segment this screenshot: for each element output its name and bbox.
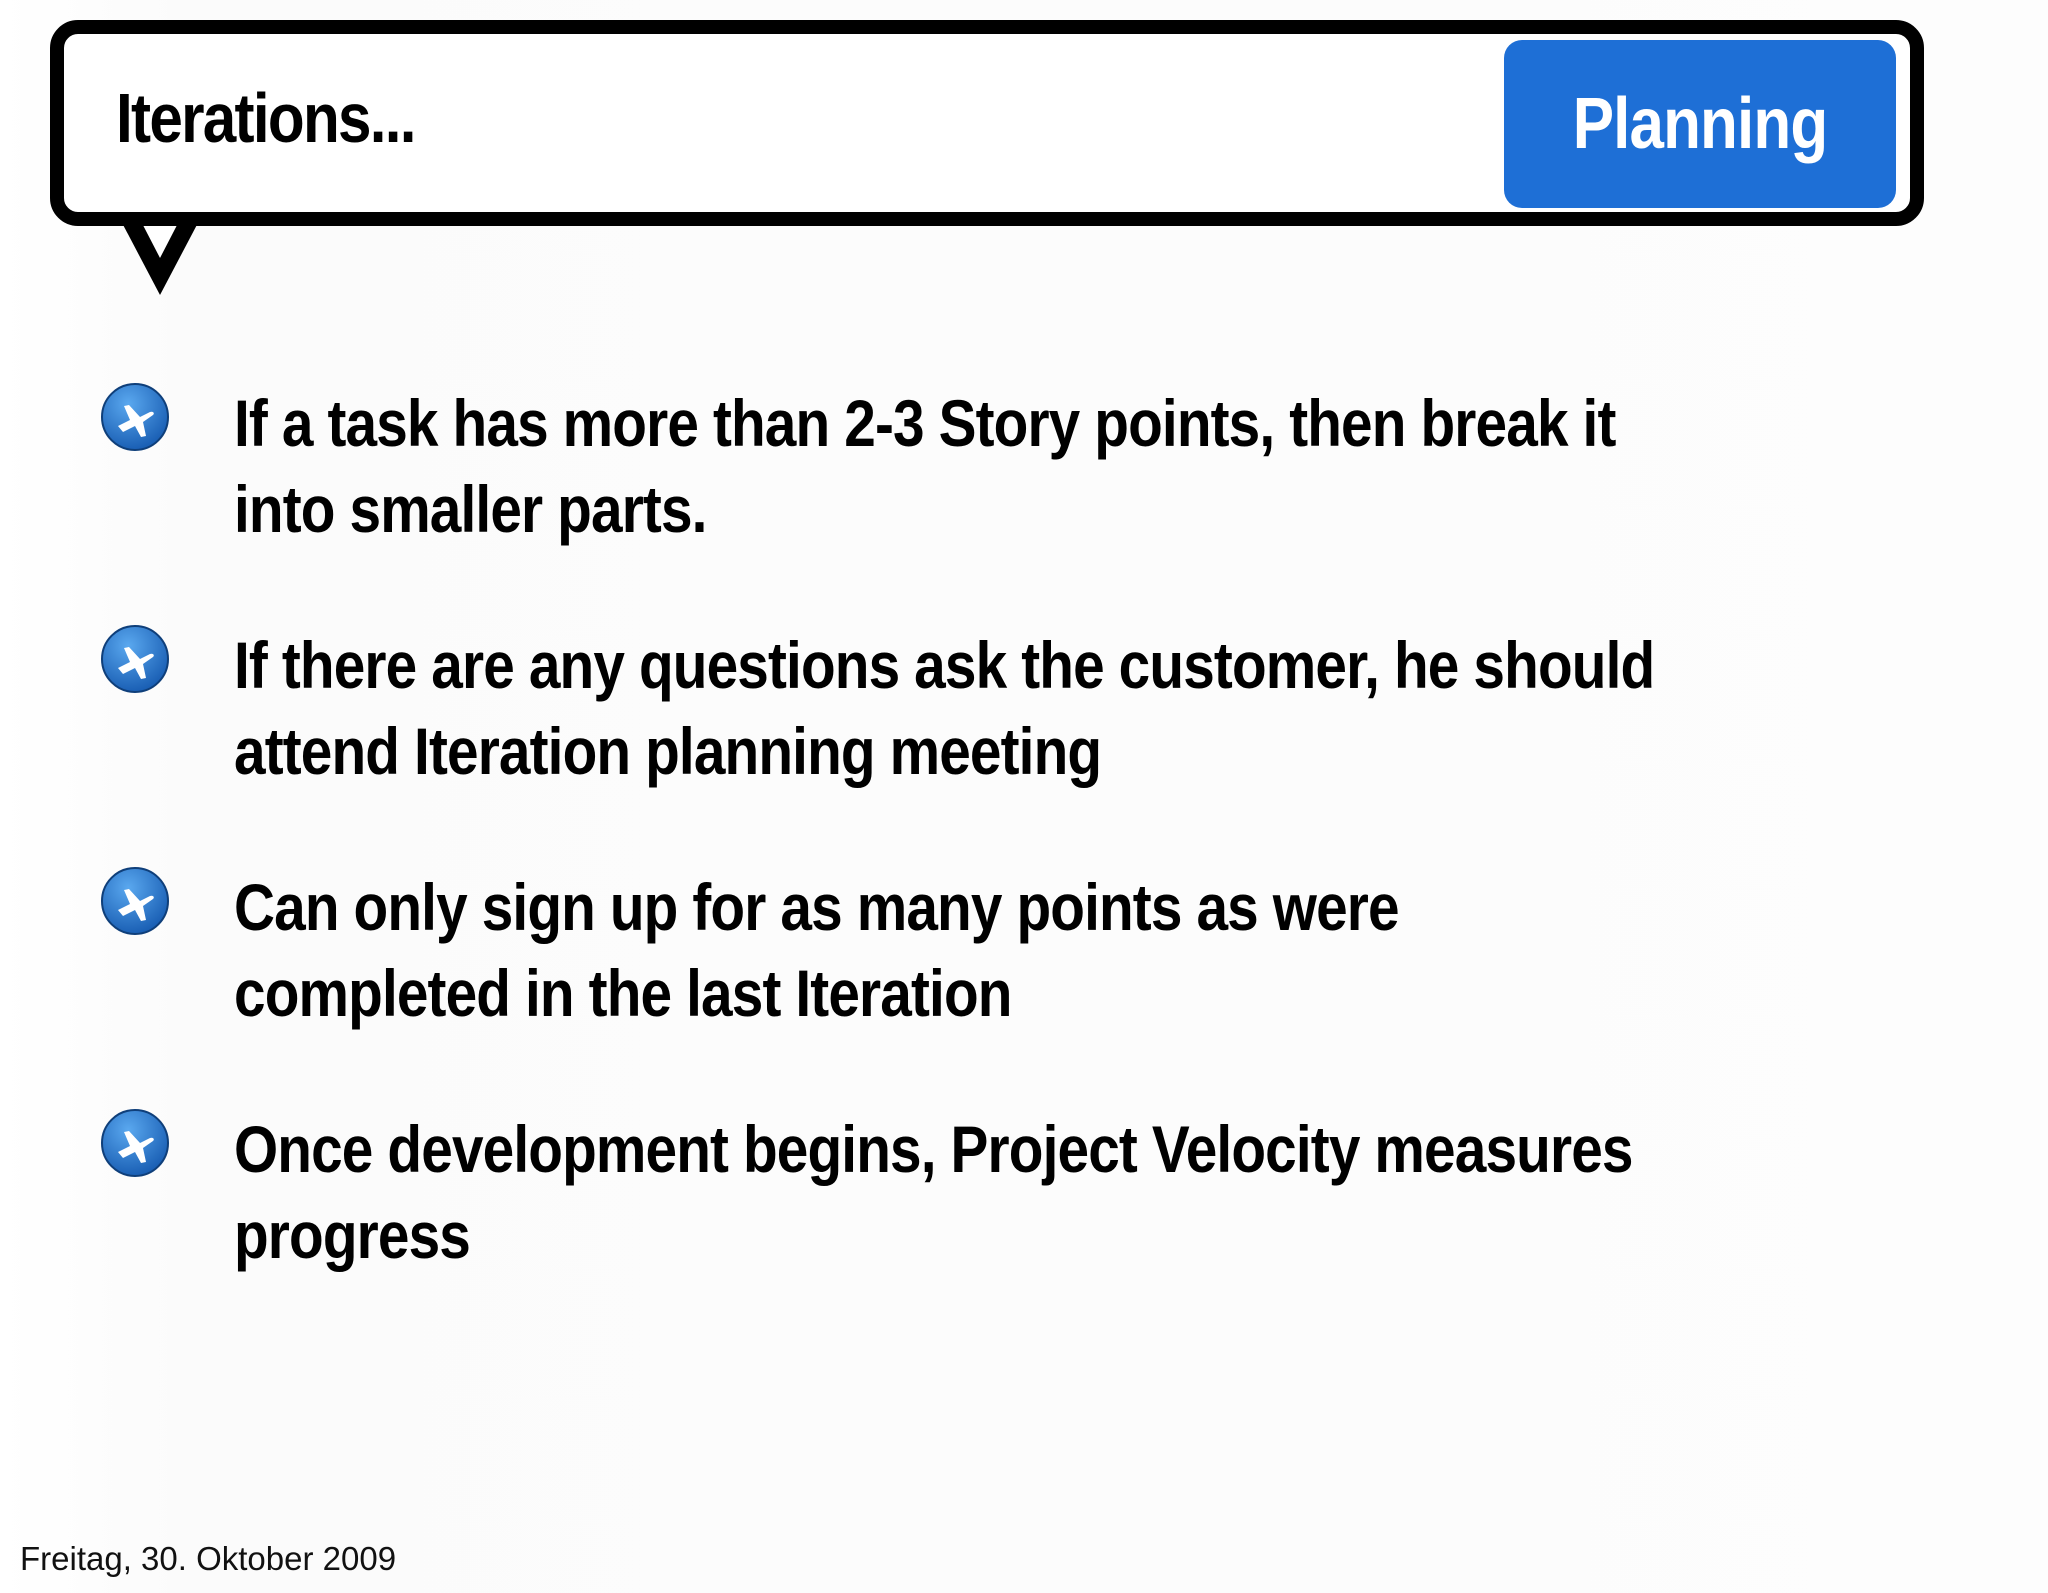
bullet-item — [100, 622, 1920, 794]
airplane-icon — [100, 624, 170, 694]
bullet-text: If there are any questions ask the customer, he should attend Iteration planning meeting — [234, 628, 1655, 788]
bullet-item — [100, 380, 1920, 552]
bullet-text: If a task has more than 2-3 Story points, then break it into smaller parts. — [234, 386, 1616, 546]
footer-date: Freitag, 30. Oktober 2009 — [20, 1540, 397, 1577]
bullet-list — [100, 380, 1920, 1348]
bullet-text: Can only sign up for as many points as were completed in the last Iteration — [234, 870, 1399, 1030]
title-callout — [50, 20, 1924, 226]
bullet-text: Once development begins, Project Velocity measures progress — [234, 1112, 1633, 1272]
bullet-item — [100, 864, 1920, 1036]
section-badge-label: Planning — [1572, 84, 1828, 164]
slide-title: Iterations... — [116, 79, 415, 157]
airplane-icon — [100, 382, 170, 452]
section-badge — [1504, 40, 1896, 208]
airplane-icon — [100, 866, 170, 936]
airplane-icon — [100, 1108, 170, 1178]
bullet-item — [100, 1106, 1920, 1278]
